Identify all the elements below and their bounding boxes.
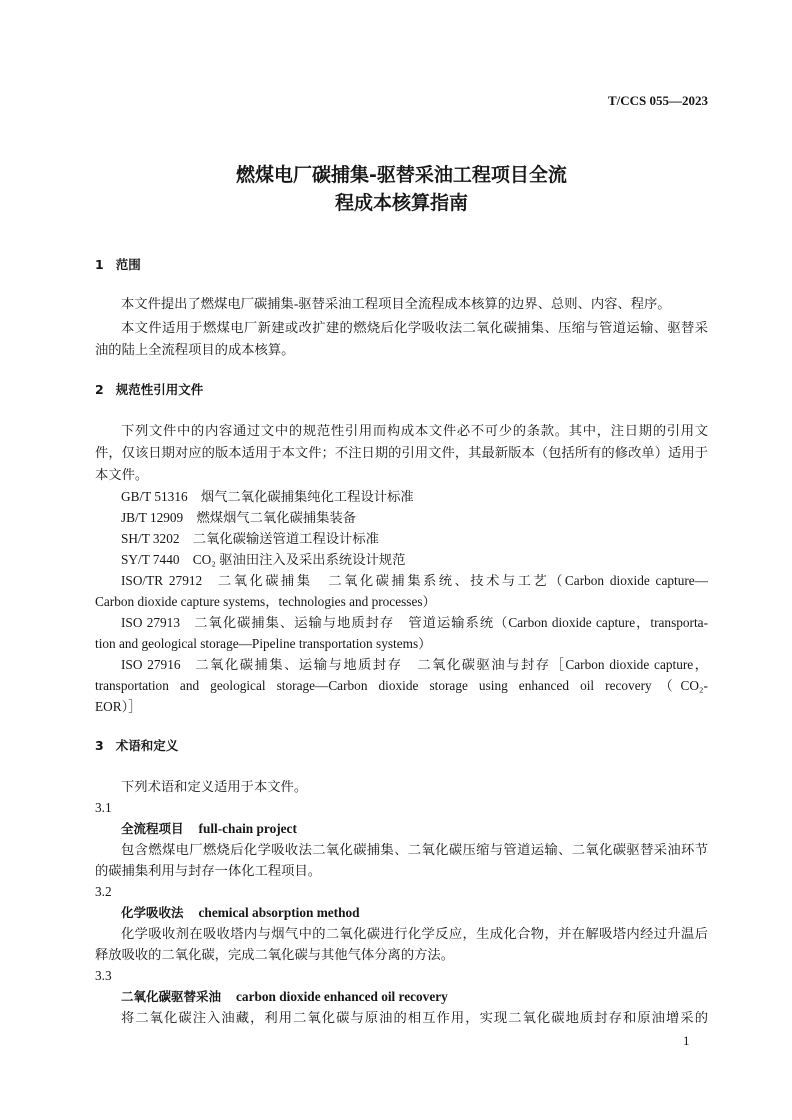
section-heading [95,254,708,275]
term-number: 3.3 [95,968,112,983]
reference-line-continued: EOR）］ [95,699,142,714]
definition-line: 的碳捕集利用与封存一体化工程项目。 [95,863,322,878]
reference-item [95,507,708,528]
reference-title: CO₂ 驱油田注入及采出系统设计规范 [192,552,406,567]
reference-line-continued: tion and geological storage—Pipeline transportation systems） [95,636,432,651]
reference-code: SY/T 7440 [121,552,180,567]
paragraph [95,293,708,315]
reference-title: 二氧化碳输送管道工程设计标准 [192,531,379,546]
reference-line [95,570,708,591]
reference-title: 二氧化碳捕集 二氧化碳捕集系统、技术与工艺（Carbon dioxide capture— [215,573,708,588]
reference-line [95,507,708,528]
definition-line: 包含燃煤电厂燃烧后化学吸收法二氧化碳捕集、二氧化碳压缩与管道运输、二氧化碳驱替采油环节 [121,842,708,857]
term-english: chemical absorption method [198,905,360,920]
section-scope [95,254,708,361]
paragraph-line: 本文件提出了燃煤电厂碳捕集-驱替采油工程项目全流程成本核算的边界、总则、内容、程序。 [121,296,671,311]
section-normative-references [95,379,708,717]
reference-line [95,486,708,507]
reference-code: ISO 27916 [121,657,181,672]
term-english: carbon dioxide enhanced oil recovery [236,989,448,1004]
definition-line: 将二氧化碳注入油藏，利用二氧化碳与原油的相互作用，实现二氧化碳地质封存和原油增采的 [121,1010,708,1025]
reference-item [95,528,708,549]
term-number: 3.2 [95,884,112,899]
section-number: 2 [95,382,104,397]
reference-code: ISO/TR 27912 [121,573,203,588]
reference-line [95,528,708,549]
term-line [95,902,708,923]
reference-line [95,612,708,633]
reference-title: 二氧化碳捕集、运输与地质封存 二氧化碳驱油与封存［Carbon dioxide capture， [193,657,708,672]
reference-line-continued: transportation and geological storage—Carbon dioxide storage using enhanced oil recovery（CO₂- [95,678,708,693]
section-title: 范围 [115,257,141,272]
reference-line [95,654,708,675]
term-line [95,986,708,1007]
reference-item [95,570,708,612]
document-body [95,254,708,1028]
paragraph-line: 本文件适用于燃煤电厂新建或改扩建的燃烧后化学吸收法二氧化碳捕集、压缩与管道运输、驱替采 [121,320,708,335]
term-line [95,818,708,839]
title-line-1: 燃煤电厂碳捕集-驱替采油工程项目全流 [236,164,567,186]
reference-line [95,549,708,570]
standard-number: T/CCS 055—2023 [607,93,708,108]
page-number: 1 [683,1033,690,1048]
reference-title: 二氧化碳捕集、运输与地质封存 管道运输系统（Carbon dioxide capture，transporta- [193,615,708,630]
reference-code: ISO 27913 [121,615,180,630]
term-number: 3.1 [95,800,112,815]
term-entry [95,965,708,1028]
paragraph-line: 件，仅该日期对应的版本适用于本文件；不注日期的引用文件，其最新版本（包括所有的修改单）适用于 [95,445,708,460]
reference-item [95,612,708,654]
term-chinese: 二氧化碳驱替采油 [121,989,222,1004]
reference-item [95,654,708,717]
reference-item [95,549,708,570]
section-terms-and-definitions [95,735,708,1028]
term-chinese: 全流程项目 [121,821,184,836]
paragraph-line: 油的陆上全流程项目的成本核算。 [95,342,295,357]
reference-code: SH/T 3202 [121,531,180,546]
term-chinese: 化学吸收法 [121,905,184,920]
paragraph [95,317,708,361]
title-line-2: 程成本核算指南 [334,192,468,214]
section-number: 3 [95,738,104,753]
section-number: 1 [95,257,104,272]
reference-title: 烟气二氧化碳捕集纯化工程设计标准 [200,489,414,504]
reference-code: JB/T 12909 [121,510,184,525]
reference-title: 燃煤烟气二氧化碳捕集装备 [196,510,357,525]
reference-list [95,486,708,717]
term-english: full-chain project [198,821,297,836]
paragraph-line: 下列术语和定义适用于本文件。 [121,779,308,794]
definition-line: 化学吸收剂在吸收塔内与烟气中的二氧化碳进行化学反应，生成化合物，并在解吸塔内经过升温后 [121,926,708,941]
paragraph-line: 本文件。 [95,467,149,482]
term-entry [95,881,708,965]
reference-line-continued: Carbon dioxide capture systems，technologies and processes） [95,594,436,609]
paragraph [95,420,708,486]
reference-code: GB/T 51316 [121,489,188,504]
paragraph-line: 下列文件中的内容通过文中的规范性引用而构成本文件必不可少的条款。其中，注日期的引用文 [121,423,708,438]
document-title [95,161,708,217]
definition-line: 释放吸收的二氧化碳，完成二氧化碳与其他气体分离的方法。 [95,947,455,962]
reference-item [95,486,708,507]
term-entry [95,797,708,881]
section-heading [95,379,708,400]
section-title: 术语和定义 [115,738,179,753]
section-heading [95,735,708,756]
section-title: 规范性引用文件 [115,382,204,397]
